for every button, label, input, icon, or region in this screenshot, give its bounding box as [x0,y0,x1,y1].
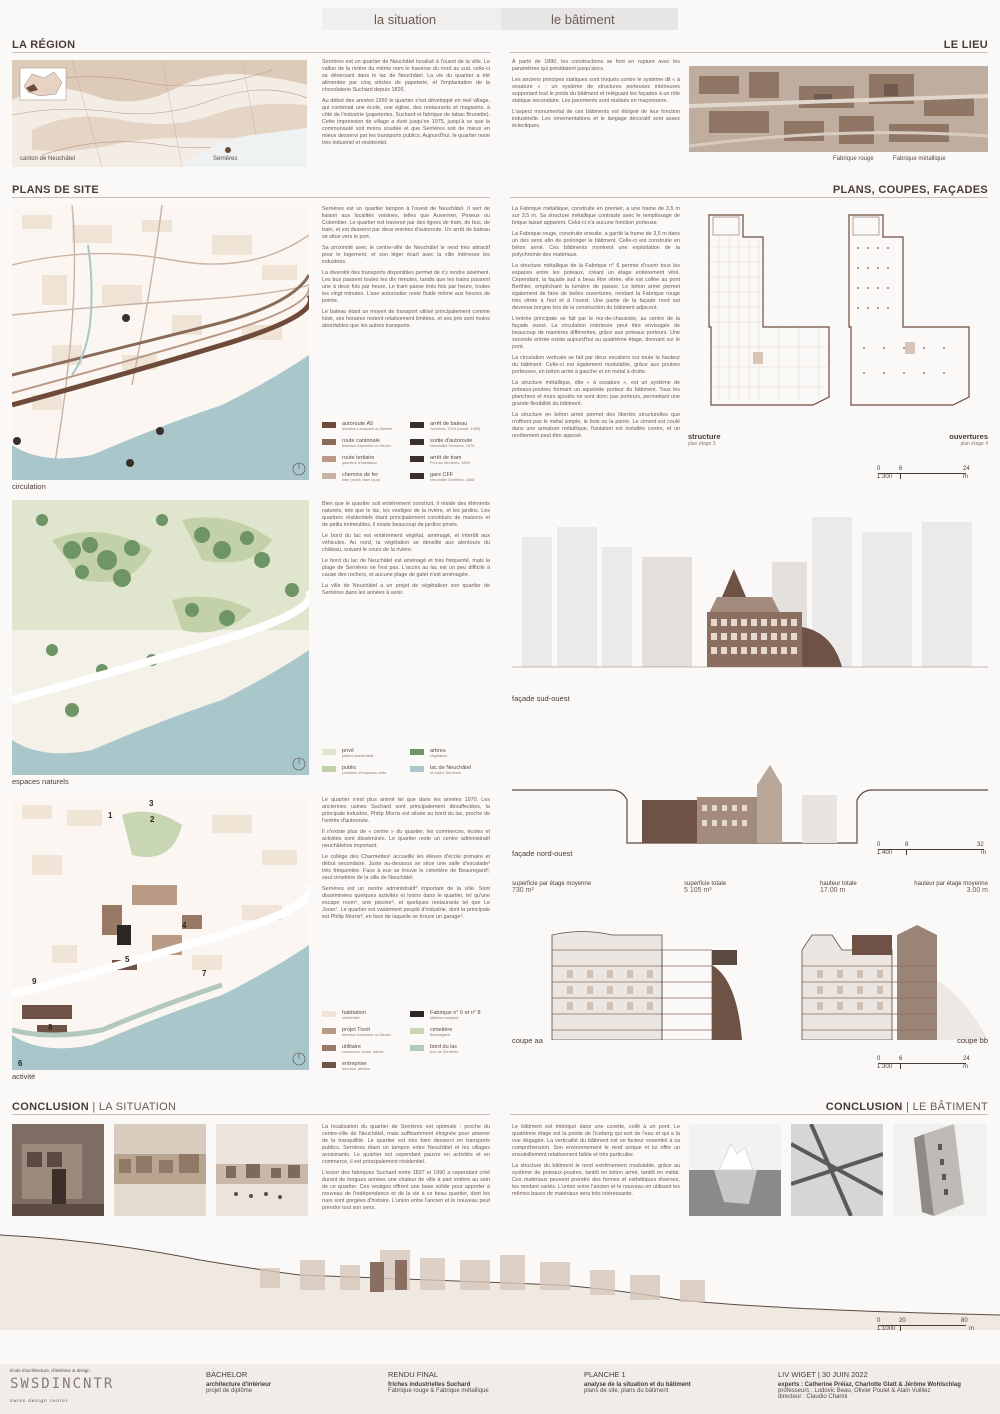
paragraph: Le bord du lac est entièrement végétal, aménagé, et interdit aux véhicules. Au nord, la végétation se densifie aux alentours du château, suivant le cours de la rivière. [322,533,490,553]
lieu-caption-rouge: Fabrique rouge [833,156,874,162]
circulation-text [322,206,490,334]
legend-item [322,472,404,489]
legend-swatch [322,473,336,479]
scale-tick: 32 [977,842,984,848]
map-number-label: 7 [202,969,207,978]
legend-text [342,1044,384,1054]
divider [510,52,988,53]
legend-item [322,455,404,472]
legend-text [342,421,392,431]
legend-swatch [322,422,336,428]
legend-sub: train (nord), tram (sud) [342,478,380,482]
legend-item [322,1010,404,1027]
footer-rendu [388,1370,489,1394]
divider [12,197,490,198]
legend-item [410,1027,492,1044]
title-separator: | [92,1101,96,1113]
region-map [12,60,307,167]
paragraph: L'aspect monumental de ces bâtiments est éloigné de leur fonction industrielle. Les ornementations et le langage décoratif sont assez éclectiques. [512,109,680,129]
legend-text [342,472,380,482]
legend-label: lac de Neuchâtel [430,765,471,771]
paragraph: Le bateau étant un moyen de transport utilisé principalement comme loisir, ses horaires restent relativement limitées, et ses prix sont moins abordables que les autres transports. [322,309,490,329]
paragraph: Sa proximité avec le centre-ville de Neuchâtel le rend très attractif pour le logement, et son léger écart avec la ville intéresse les industries. [322,245,490,265]
legend-sub: direction Auvernier ou Neuch. [342,1033,392,1037]
paragraph: Bien que le quartier soit entièrement construit, il réside des éléments naturels, tels que le lac, les vestiges de la rivière, et les jardins. Les quartiers résidentiels étant principalement constitués de maisons et de petits immeubles, il existe beaucoup de jardins privés. [322,501,490,528]
legend-label: arrêt de tram [430,455,462,461]
school-sub: swiss design center [10,1398,69,1403]
stat-value: 730 m² [512,887,534,894]
legend-swatch [410,1011,424,1017]
legend-label: habitation [342,1010,366,1016]
paragraph: Le bâtiment est imbriqué dans une cuvette, collé à un pont. Le quatrième étage est la pointe de l'iceberg qui sort de l'eau et qui a la vue dégagée. La verticalité du bâtiment est un facteur essentiel à sa compréhension. Son environnement le rend unique et lui offre un ensoleillement relativement faible et très particulier. [512,1124,680,1158]
conclusion-word: CONCLUSION [825,1101,903,1113]
scale-tick: 8 [905,842,909,848]
paragraph: La ville de Neuchâtel a un projet de végétaliser son quartier de Serrières dans les années à venir. [322,583,490,596]
legend-item [322,1061,404,1078]
legend-item [410,421,492,438]
conclusion-situation-title [12,1101,176,1113]
legend-text [342,1010,366,1020]
legend-swatch [410,1028,424,1034]
stat-label: superficie par étage moyenne [512,881,592,887]
stat-superficie-totale [684,881,726,894]
region-title: LA RÉGION [12,39,76,51]
legend-label: utilitaire [342,1044,361,1050]
stat-superficie-etage [512,881,591,894]
footer-head: BACHELOR [206,1370,248,1379]
legend-text [342,748,373,758]
legend-label: chemins de fer [342,472,379,478]
legend-swatch [410,1045,424,1051]
paragraph: La structure métallique, dite « à ossature », est un système de poteaux-poutres formant un squelette porteur du bâtiment. Tous les planchers et murs ajoutés ne sont donc pas porteurs, permettant une grande flexibilité du bâtiment. [512,380,680,407]
conclusion-subtitle: LE BÂTIMENT [912,1101,988,1113]
facade-sud-ouest-drawing [512,507,988,682]
footer-sub: plans de site, plans du bâtiment [584,1388,669,1394]
coupe-aa-drawing [512,920,742,1040]
legend-sub: direction Auvernier ou Neuch. [342,444,392,448]
legend-label: arbres [430,748,446,754]
footer-author-line: LIV WIGET | 30 JUIN 2022 [778,1370,868,1379]
legend-sub: Beauregard [430,1033,450,1037]
legend-text [430,421,480,431]
legend-label: bord du lac [430,1044,458,1050]
scale-unit: m [963,474,968,480]
activite-text [322,797,490,925]
paragraph: La Fabrique métallique, construite en premier, a une trame de 3,5 m sur 3,5 m. Sa structure métallique contraste avec le remplissage de brique laissé apparent. Celui-ci n'a aucune fonction porteuse. [512,206,680,226]
legend-sub: Serrières, 2019 (constr. 1980) [430,427,481,431]
legend-swatch [410,456,424,462]
legend-text [342,1061,370,1071]
legend-sub: bâtiment analysé [430,1016,459,1020]
legend-item [322,748,404,765]
legend-sub: et rivière Serrières [430,771,462,775]
footer-bold: analyse de la situation et du bâtiment [584,1382,691,1388]
facade-nord-ouest-drawing [512,745,988,845]
paragraph: La structure en béton armé permet des libertés structurelles que n'offrent pas le métal simple, le bois ou la pierre. Le ciment est coulé dans une armature métallique, l'isolation est installée contre, et un revêtement peut être apposé. [512,412,680,439]
conclusion-batiment-title [826,1101,988,1113]
school-line: école d'architecture, d'intérieur & design [10,1368,90,1373]
naturels-text [322,501,490,601]
legend-sub: résidentiel [342,1016,360,1020]
legend-swatch [322,1011,336,1017]
naturels-map [12,500,309,775]
scale-unit: m [963,1064,968,1070]
stat-label: superficie totale [684,881,727,887]
top-tabs [322,8,678,30]
legend-item [322,1027,404,1044]
legend-item [322,1044,404,1061]
legend-item [410,748,492,765]
concrete-model-photo [894,1124,986,1216]
legend-item [410,472,492,489]
legend-label: gare CFF [430,472,454,478]
scale-tick: 24 [963,466,970,472]
scale-tick: 24 [963,1056,970,1062]
legend-swatch [322,1062,336,1068]
scale-bar-plans [877,466,989,484]
legend-swatch [322,766,336,772]
paragraph: Le bord du lac de Neuchâtel est aménagé et très fréquenté, mais la plage de Serrières ne l'est pas. L'accès au lac est un peu difficile à cause des rochers, et aucune plage de galet n'est aménagée. [322,558,490,578]
paragraph: L'entrée principale se fait par le rez-de-chaussée, au centre de la façade ouest. La circulation intérieure peut être envisagée de beaucoup de manières différentes, grâce aux poteaux porteurs. Une seconde entrée existe aujourd'hui au quatrième étage, donnant sur le pont. [512,316,680,350]
historic-photo-tram [12,1124,104,1216]
paragraph: La Fabrique rouge, construite ensuite, a gardé la trame de 3,5 m dans un des sens afin de prolonger le bâtiment. Celle-ci est construite en béton armé. Ces bâtiments montrent une exploitation de la polychromie des matériaux. [512,231,680,258]
conclusion-subtitle: LA SITUATION [98,1101,177,1113]
legend-text [342,765,386,775]
scale-ratio: 1:400 [877,850,893,856]
scale-tick: 0 [877,1318,881,1324]
circulation-legend [322,421,492,489]
paragraph: Serrières est un centre administratif⁴ important de la ville. Sont disséminées quelques activités et loisirs dans le quartier, tel qu'une escape room⁵, une piscine⁶, et quelques restaurants tel que Le Joran⁷. Le quartier est vastement peuplé d'industrie, dont la principale est Philip Morris⁸, en face de laquelle se trouve un garage⁹. [322,886,490,920]
footer-head: PLANCHE 1 [584,1370,626,1379]
legend-text [430,438,474,448]
divider [510,1114,988,1115]
legend-swatch [410,439,424,445]
legend-text [430,455,470,465]
legend-label: public [342,765,357,771]
scale-ratio: 1:1000 [877,1326,896,1332]
legend-swatch [322,439,336,445]
footer-bold: architecture d'intérieur [206,1382,272,1388]
naturels-label: espaces naturels [12,777,69,786]
legend-sub: quartiers d'habitation [342,461,378,465]
paragraph: La circulation verticale se fait par deux escaliers sur toute la hauteur du bâtiment. Celle-ci est également modulable, grâce aux poutres porteuses, en béton armé à gauche et en métal à droite. [512,355,680,375]
historic-photo-village [114,1124,206,1216]
paragraph: La diversité des transports disponibles permet de s'y rendre aisément. Les bus passent toutes les dix minutes, tandis que les trains passent une à deux fois par heure. Le tram passe trois fois par heure, toutes les vingt minutes. L'axe autoroutier reste fluide même aux heures de pointe. [322,270,490,304]
paragraph: L'essor des fabriques Suchard entre 1837 et 1990 a cependant créé durant de longues années une chaleur de ville à part entière au sein de ce quartier. Ces vestiges offrent une base solide pour apporter à nouveau de l'indépendance et de la vie à ce beau quartier, dont les rues sont gorgées d'histoire. L'union entre l'ancien et le nouveau peut prendre tout son sens. [322,1170,490,1211]
legend-text [430,748,448,758]
region-text [322,59,490,151]
conclusion-situation-text [322,1124,490,1216]
legend-sub: cimetière et espaces verts [342,771,387,775]
plan-ouvertures-sub: plan étage 4 [960,441,988,447]
legend-sub: Neuchâtel-Serrières, 1975 [430,444,475,448]
legend-text [342,438,392,448]
scale-unit: m [969,1326,974,1332]
legend-sub: Port-de-Serrières, 1899 [430,461,470,465]
map-number-label: 3 [149,799,154,808]
legend-item [322,765,404,782]
scale-tick: 20 [899,1318,906,1324]
legend-item [410,455,492,472]
scale-tick: 6 [899,466,903,472]
footer-profs: professeurs : Ludovic Beau, Olivier Poulet & Alain Vuilliez [778,1388,931,1394]
map-number-label: 1 [108,811,113,820]
coupe-bb-label: coupe bb [957,1036,988,1045]
title-separator: | [906,1101,910,1113]
legend-swatch [410,766,424,772]
legend-text [430,1027,452,1037]
coupe-aa-label: coupe aa [512,1036,543,1045]
stat-label: hauteur par étage moyenne [914,881,988,887]
stat-hauteur-totale [820,881,857,894]
paragraph: La localisation du quartier de Serrières est optimale : proche du centre-ville de Neuchâtel, mais suffisamment éloignée pour amener de la tranquillité. Le quartier est très bien desservi en transports publics. Serrières étant un tampon entre Neuchâtel et les villages avoisinants. Le quartier est cependant pauvre en activités et en commerce, il est principalement résidentiel. [322,1124,490,1165]
legend-sub: bureaux, ateliers [342,1067,371,1071]
lieu-title: LE LIEU [943,39,988,51]
scale-bar-coupes [877,1056,989,1074]
plans-site-title: PLANS DE SITE [12,184,100,196]
tab-batiment[interactable]: le bâtiment [501,8,678,30]
paragraph: Le collège des Charmettes¹ accueille les élèves d'école primaire et début secondaire. Juste au-dessous se situe une salle d'escalade² très fréquentée. Face à eux se trouve le cimetière de Beauregard³, seul cimetière de la ville de Neuchâtel. [322,854,490,881]
stat-value: 5 105 m² [684,887,712,894]
legend-sub: direction Lausanne ou Bienne [342,427,393,431]
legend-text [430,1010,481,1020]
legend-label: Fabrique n° 6 et n° 8 [430,1010,481,1016]
paragraph: Serrières est un quartier de Neuchâtel localisé à l'ouest de la ville. Le vallon de la rivière du même nom le traverse du nord au sud, celle-ci se déversant dans le lac de Neuchâtel. La vie du quartier a été alimentée par cinq siècles de papeterie, et l'implantation de la chocolaterie Suchard depuis 1826. [322,59,490,93]
footer-sub: projet de diplôme [206,1388,253,1394]
footer-author [778,1370,961,1400]
legend-sub: jardins résidentiels [342,754,374,758]
scale-tick: 0 [877,466,881,472]
legend-text [342,455,377,465]
plan-structure-sub: plan étage 3 [688,441,716,447]
map-number-label: 2 [150,815,155,824]
iceberg-photo [689,1124,781,1216]
legend-swatch [410,749,424,755]
legend-label: arrêt de bateau [430,421,468,427]
footer-head: RENDU FINAL [388,1370,439,1379]
legend-label: cimetière [430,1027,453,1033]
region-caption-serrieres: Serrières [213,156,238,162]
paragraph: Le quartier n'est plus animé tel que dans les années 1970. Les anciennes usines Suchard sont principalement désaffectées, la principale industrie, Philip Morris est située au bord du lac, proche de l'entrée d'autoroute. [322,797,490,824]
footer-experts: experts : Catherine Préiaz, Charlotte Glatt & Jérôme Wohlschlag [778,1382,961,1388]
legend-item [410,1044,492,1061]
divider [12,52,490,53]
map-number-label: 9 [32,977,37,986]
paragraph: Les anciens principes statiques sont troqués contre le système dit « à ossature » : un système de structures porteuses intérieures supportant tout le poids du bâtiment et reléguant les façades à un rôle statique secondaire. Les parements sont réalisés en maçonnerie. [512,77,680,104]
scale-ratio: 1:300 [877,474,893,480]
structure-photo [791,1124,883,1216]
legend-text [430,472,474,482]
map-number-label: 6 [18,1059,23,1068]
paragraph: À partir de 1890, les constructions se font en rupture avec les paramètres qui présidaient jusqu'alors. [512,59,680,72]
facade-nord-ouest-label: façade nord-ouest [512,849,573,858]
naturels-legend [322,748,492,782]
paragraph: Serrières est un quartier tampon à l'ouest de Neuchâtel. Il sert de liaison aux localités voisines, telles que Auvernier, Peseux ou Colombier. Le quartier est traversé par des lignes de tram, de bus, de train, et est desservi par deux entrées d'autoroute. Un arrêt de bateau se situe vers le port. [322,206,490,240]
scale-ratio: 1:300 [877,1064,893,1070]
stat-hauteur-etage [914,881,988,894]
activite-legend [322,1010,492,1078]
map-number-label: 8 [48,1023,53,1032]
map-number-label: 4 [182,921,187,930]
legend-sub: végétation [430,754,448,758]
legend-label: privé [342,748,354,754]
legend-sub: Neuchâtel Serrières, 1858 [430,478,475,482]
map-number-label: 5 [125,955,130,964]
tab-situation[interactable]: la situation [322,8,501,30]
activite-map [12,795,309,1070]
batiment-text [512,206,680,444]
legend-label: route tertiaire [342,455,375,461]
facade-sud-ouest-label: façade sud-ouest [512,694,570,703]
footer-sub: Fabrique rouge & Fabrique métallique [388,1388,489,1394]
plan-structure-label: structure [688,432,721,441]
coupe-bb-drawing [752,920,988,1040]
legend-item [322,438,404,455]
conclusion-batiment-text [512,1124,680,1202]
legend-item [322,421,404,438]
legend-label: autoroute A5 [342,421,374,427]
legend-swatch [322,749,336,755]
legend-sub: port de Serrières [430,1050,459,1054]
paragraph: Il n'existe plus de « centre » du quartier, les commerces, écoles et activités sont disséminés. Le quartier reste un centre administratif neuchâtelois important. [322,829,490,849]
legend-swatch [410,473,424,479]
legend-label: route cantonale [342,438,380,444]
plan-ouvertures-drawing [843,207,973,407]
divider [510,197,988,198]
legend-label: projet Tivoli [342,1027,370,1033]
lieu-text [512,59,680,134]
legend-label: sortie d'autoroute [430,438,473,444]
legend-sub: commerce, école, admin. [342,1050,385,1054]
scale-unit: m [981,850,986,856]
legend-swatch [322,1045,336,1051]
scale-tick: 0 [877,842,881,848]
scale-tick: 0 [877,1056,881,1062]
legend-text [342,1027,392,1037]
legend-swatch [322,456,336,462]
scale-bar-skyline [877,1318,989,1336]
paragraph: La structure du bâtiment le rend extrêmement modulable, grâce au système de poteaux-poutres, tantôt en béton armé, tantôt en métal. Ces matériaux peuvent prendre des formes et esthétiques diverses, les rendant variés. L'union entre l'ancien et le nouveau en utilisant les mêmes bases de matériaux sera très intéressante. [512,1163,680,1197]
circulation-map [12,205,309,480]
divider [12,1114,490,1115]
stat-value: 17.00 m [820,887,846,894]
historic-photo-port [216,1124,308,1216]
paragraph: Au début des années 1950 le quartier s'est développé en réel village, qui contenait une école, une église, des restaurants et magasins, à côté de l'industrie (papeteries, Suchard et fabrique de tabac Brunette). Cette impression de village a duré jusqu'en 1975, jusqu'à ce que la communauté soit moins soudée et que Serrières soit de mieux en mieux desservi par les transports publics. Aujourd'hui, le quartier reste très industriel et résidentiel. [322,98,490,146]
scale-tick: 6 [899,1056,903,1062]
legend-item [410,1010,492,1027]
footer-director: directeur : Claudio Charini [778,1394,848,1400]
legend-text [430,1044,458,1054]
school-logo: SWSDINCNTR [10,1376,115,1392]
scale-bar-facades [877,842,989,860]
activite-label: activité [12,1072,36,1081]
legend-label: entreprise [342,1061,367,1067]
legend-item [410,765,492,782]
lieu-caption-metallique: Fabrique métallique [893,156,946,162]
stat-value: 3.00 m [966,887,988,894]
stat-label: hauteur totale [820,881,857,887]
stats-row [512,881,988,901]
legend-text [430,765,471,775]
footer-planche [584,1370,691,1394]
scale-tick: 80 [961,1318,968,1324]
plan-structure-drawing [703,207,833,407]
circulation-label: circulation [12,482,46,491]
region-caption-canton: canton de Neuchâtel [20,156,76,162]
lieu-aerial-photo [689,66,988,152]
footer-bold: friches industrielles Suchard [388,1382,471,1388]
paragraph: La structure métallique de la Fabrique n° 6 permet d'ouvrir tous les espaces entre les poteaux, créant un étage entièrement vitré. Cependant, la façade sud a beau être vitrée, elle est collée au pont Berthier, empêchant la lumière de passer. Le béton armé permet également de faire de belles ouvertures, rendant la Fabrique rouge très vitrée à l'est et à l'ouest. Une partie de la façade nord est devenue borgne lors de la construction du bâtiment adjacent. [512,263,680,311]
plan-ouvertures-label: ouvertures [949,432,988,441]
legend-item [410,438,492,455]
legend-swatch [322,1028,336,1034]
plans-coupes-title: PLANS, COUPES, FAÇADES [832,184,988,196]
conclusion-word: CONCLUSION [12,1101,89,1113]
footer-bachelor [206,1370,271,1394]
skyline-section-drawing [0,1230,1000,1330]
legend-swatch [410,422,424,428]
footer [0,1364,1000,1414]
